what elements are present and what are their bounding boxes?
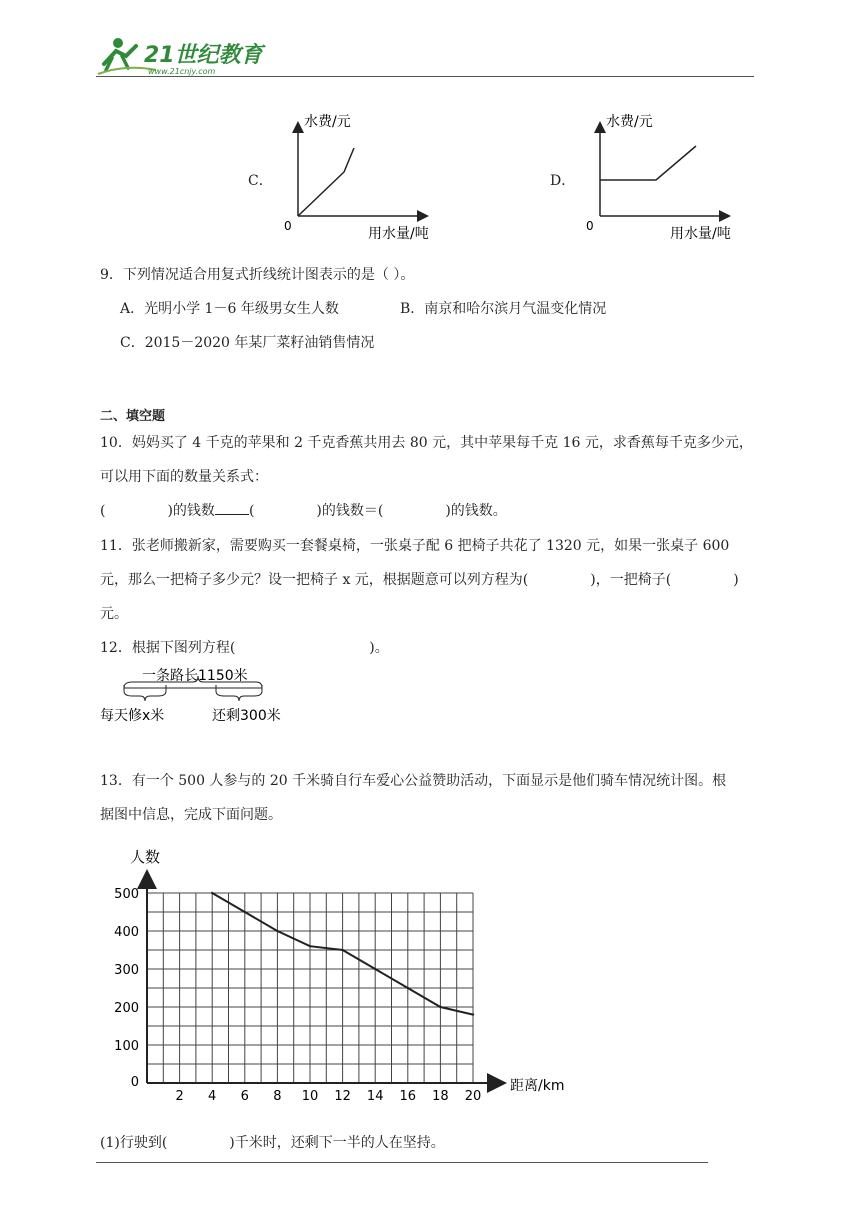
y-tick-label: 500 <box>114 887 139 902</box>
chart-axes <box>147 873 503 1083</box>
data-point <box>472 1013 474 1015</box>
c-origin: 0 <box>284 219 292 233</box>
site-logo <box>96 34 266 78</box>
d-xlabel: 用水量/吨 <box>670 226 731 242</box>
data-point <box>309 945 311 947</box>
x-tick-label: 10 <box>301 1089 319 1104</box>
data-point <box>211 892 213 894</box>
chart-ticks <box>114 887 481 1104</box>
q12-right-label: 还剩300米 <box>212 708 281 724</box>
data-point <box>407 987 409 989</box>
data-point <box>374 968 376 970</box>
q12-text-b: )。 <box>369 640 389 656</box>
c-xlabel: 用水量/吨 <box>368 226 429 242</box>
q12-text-a: 12．根据下图列方程( <box>100 640 236 656</box>
logo-graphic <box>96 34 266 78</box>
q13-sub1-text-b: )千米时，还剩下一半的人在坚持。 <box>229 1135 445 1151</box>
q9-option-b: B．南京和哈尔滨月气温变化情况 <box>400 301 607 317</box>
logo-text: 21世纪教育 <box>144 43 263 68</box>
q11-text-b: )，一把椅子( <box>590 572 672 588</box>
data-point <box>439 1006 441 1008</box>
q11-line1: 11．张老师搬新家，需要购买一套餐桌椅，一张桌子配 6 把椅子共花了 1320 元，如果一张桌子 600 <box>100 538 730 554</box>
q10-text4: )的钱数＝( <box>316 503 384 519</box>
option-d-graph <box>578 108 748 244</box>
header-rule <box>96 76 754 77</box>
x-tick-label: 8 <box>273 1089 282 1104</box>
q13-line2: 据图中信息，完成下面问题。 <box>100 807 282 823</box>
q13-sub1 <box>100 1132 445 1152</box>
y-tick-label: 0 <box>130 1075 139 1090</box>
x-tick-label: 14 <box>366 1089 384 1104</box>
d-line <box>600 146 696 180</box>
d-ylabel: 水费/元 <box>606 114 653 130</box>
q10-line2: 可以用下面的数量关系式： <box>100 469 268 485</box>
q9-option-a: A．光明小学 1－6 年级男女生人数 <box>120 301 339 317</box>
y-tick-label: 300 <box>114 963 139 978</box>
q12-stem <box>100 637 389 657</box>
q12-top-label: 一条路长1150米 <box>142 668 248 684</box>
q11-line3: 元。 <box>100 606 128 622</box>
q10-paren1: ( <box>100 503 106 519</box>
c-ylabel: 水费/元 <box>304 114 351 130</box>
option-d-label: D． <box>550 173 576 189</box>
q10-relation <box>100 500 507 520</box>
q10-line1: 10．妈妈买了 4 千克的苹果和 2 千克香蕉共用去 80 元，其中苹果每千克 16 元，求香蕉每千克多少元， <box>100 435 753 451</box>
chart-xlabel: 距离/km <box>510 1078 565 1094</box>
data-point <box>276 930 278 932</box>
c-line <box>298 148 354 216</box>
q11-text-a: 元，那么一把椅子多少元？设一把椅子 x 元，根据题意可以列方程为( <box>100 572 529 588</box>
logo-url: www.21cnjy.com <box>148 67 216 76</box>
y-tick-label: 200 <box>114 1001 139 1016</box>
y-tick-label: 100 <box>114 1039 139 1054</box>
q12-diagram <box>98 662 298 726</box>
x-tick-label: 4 <box>208 1089 217 1104</box>
q10-blank-operator[interactable] <box>215 500 249 515</box>
q9-option-c: C．2015－2020 年某厂菜籽油销售情况 <box>120 335 375 351</box>
data-point <box>244 911 246 913</box>
chart-ylabel: 人数 <box>130 848 161 866</box>
q12-right-brace <box>216 691 262 701</box>
x-tick-label: 18 <box>432 1089 449 1104</box>
x-tick-label: 12 <box>334 1089 351 1104</box>
q10-text3: ( <box>248 503 255 519</box>
option-c-label: C． <box>248 173 273 189</box>
x-tick-label: 2 <box>175 1089 184 1104</box>
option-c-graph <box>276 108 446 244</box>
q11-line2 <box>100 569 739 589</box>
q10-text2: )的钱数 <box>167 503 215 519</box>
q10-text5: )的钱数。 <box>445 503 507 519</box>
q13-line1: 13．有一个 500 人参与的 20 千米骑自行车爱心公益赞助活动，下面显示是他们骑车情况统计图。根 <box>100 773 727 789</box>
x-tick-label: 20 <box>464 1089 482 1104</box>
section-title: 二、填空题 <box>100 409 166 424</box>
d-origin: 0 <box>586 219 594 233</box>
q13-sub1-text-a: (1)行驶到( <box>100 1135 168 1151</box>
footer-rule <box>96 1162 708 1163</box>
q9-stem: 9．下列情况适合用复式折线统计图表示的是（ ）。 <box>100 267 415 283</box>
x-tick-label: 16 <box>399 1089 417 1104</box>
y-tick-label: 400 <box>114 925 139 940</box>
chart-grid <box>147 893 473 1083</box>
data-point <box>341 949 343 951</box>
q12-left-brace <box>124 691 166 701</box>
q12-left-label: 每天修x米 <box>100 708 165 724</box>
q11-text-c: ) <box>733 572 739 588</box>
x-tick-label: 6 <box>240 1089 249 1104</box>
distance-people-chart <box>100 838 580 1108</box>
